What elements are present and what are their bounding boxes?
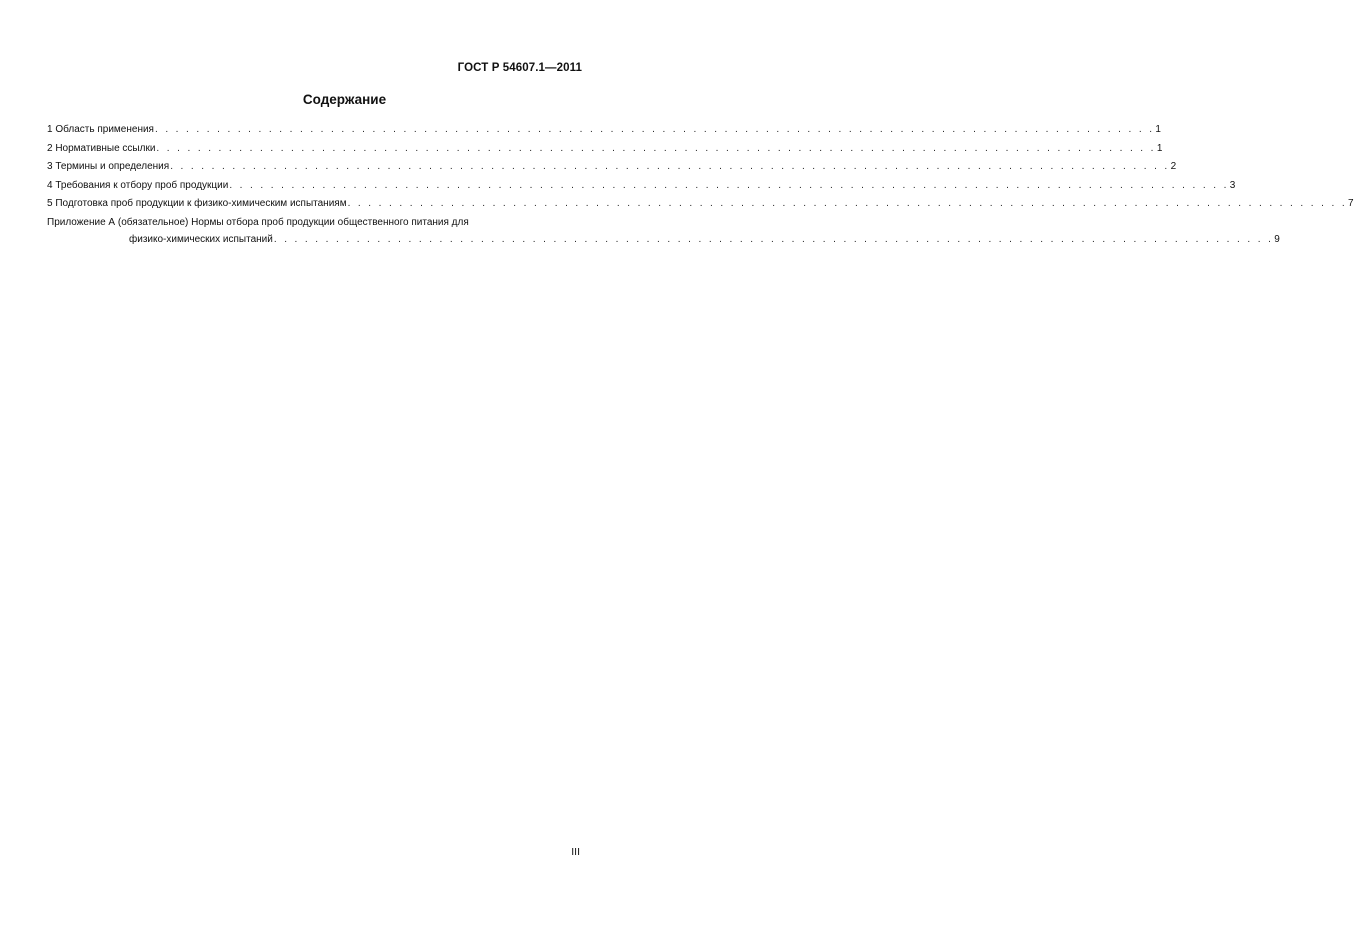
toc-appendix-label-continued: физико-химических испытаний [129,233,273,245]
toc-entry-label: 2 Нормативные ссылки [47,142,156,154]
dot-leader: . . . . . . . . . . . . . . . . . . . . . . . . . . . . . . . . . . . . . . . . . . . . . . . . . . . . . . . . . . . . . . . . . . . . . . . . . . . . . . . . . . . . . . . . . . . . . . . . . [273,233,1274,245]
toc-entry-appendix-a[interactable] [47,216,1280,251]
toc-entry-label: 1 Область применения [47,124,154,135]
toc-entry-sampling-requirements[interactable] [47,179,1236,199]
toc-entry-page: 1 [1155,124,1161,135]
toc-title: Содержание [302,92,387,107]
toc-entry-label: 4 Требования к отбору проб продукции [47,179,229,191]
dot-leader: . . . . . . . . . . . . . . . . . . . . . . . . . . . . . . . . . . . . . . . . . . . . . . . . . . . . . . . . . . . . . . . . . . . . . . . . . . . . . . . . . . . . . . . . . . . . . . . . . [347,198,1347,209]
toc-appendix-continuation [47,233,1280,251]
standard-code-header: ГОСТ Р 54607.1—2011 [457,62,582,74]
toc-appendix-label: Приложение А (обязательное) Нормы отбора проб продукции общественного питания для [47,216,469,228]
toc-entry-label: 3 Термины и определения [47,161,170,172]
toc-entry-normative-references[interactable] [47,142,1163,162]
toc-entry-sample-preparation[interactable] [47,198,1354,217]
dot-leader: . . . . . . . . . . . . . . . . . . . . . . . . . . . . . . . . . . . . . . . . . . . . . . . . . . . . . . . . . . . . . . . . . . . . . . . . . . . . . . . . . . . . . . . . . . . . . . . . . [229,179,1229,191]
dot-leader: . . . . . . . . . . . . . . . . . . . . . . . . . . . . . . . . . . . . . . . . . . . . . . . . . . . . . . . . . . . . . . . . . . . . . . . . . . . . . . . . . . . . . . . . . . . . . . . . . [154,124,1155,135]
toc-entry-scope[interactable] [47,124,1161,143]
toc-entry-page: 9 [1274,233,1280,245]
toc-entry-page: 2 [1170,161,1177,172]
toc-entry-page: 3 [1229,179,1236,191]
page-number: III [571,846,580,858]
toc-entry-page: 1 [1156,142,1163,154]
toc-entry-terms-definitions[interactable] [47,161,1177,180]
table-of-contents [47,124,1354,251]
toc-entry-label: 5 Подготовка проб продукции к физико-химическим испытаниям [47,198,347,209]
dot-leader: . . . . . . . . . . . . . . . . . . . . . . . . . . . . . . . . . . . . . . . . . . . . . . . . . . . . . . . . . . . . . . . . . . . . . . . . . . . . . . . . . . . . . . . . . . . . . . . . . [156,142,1156,154]
dot-leader: . . . . . . . . . . . . . . . . . . . . . . . . . . . . . . . . . . . . . . . . . . . . . . . . . . . . . . . . . . . . . . . . . . . . . . . . . . . . . . . . . . . . . . . . . . . . . . . . . [170,161,1170,172]
toc-entry-page: 7 [1348,198,1354,209]
